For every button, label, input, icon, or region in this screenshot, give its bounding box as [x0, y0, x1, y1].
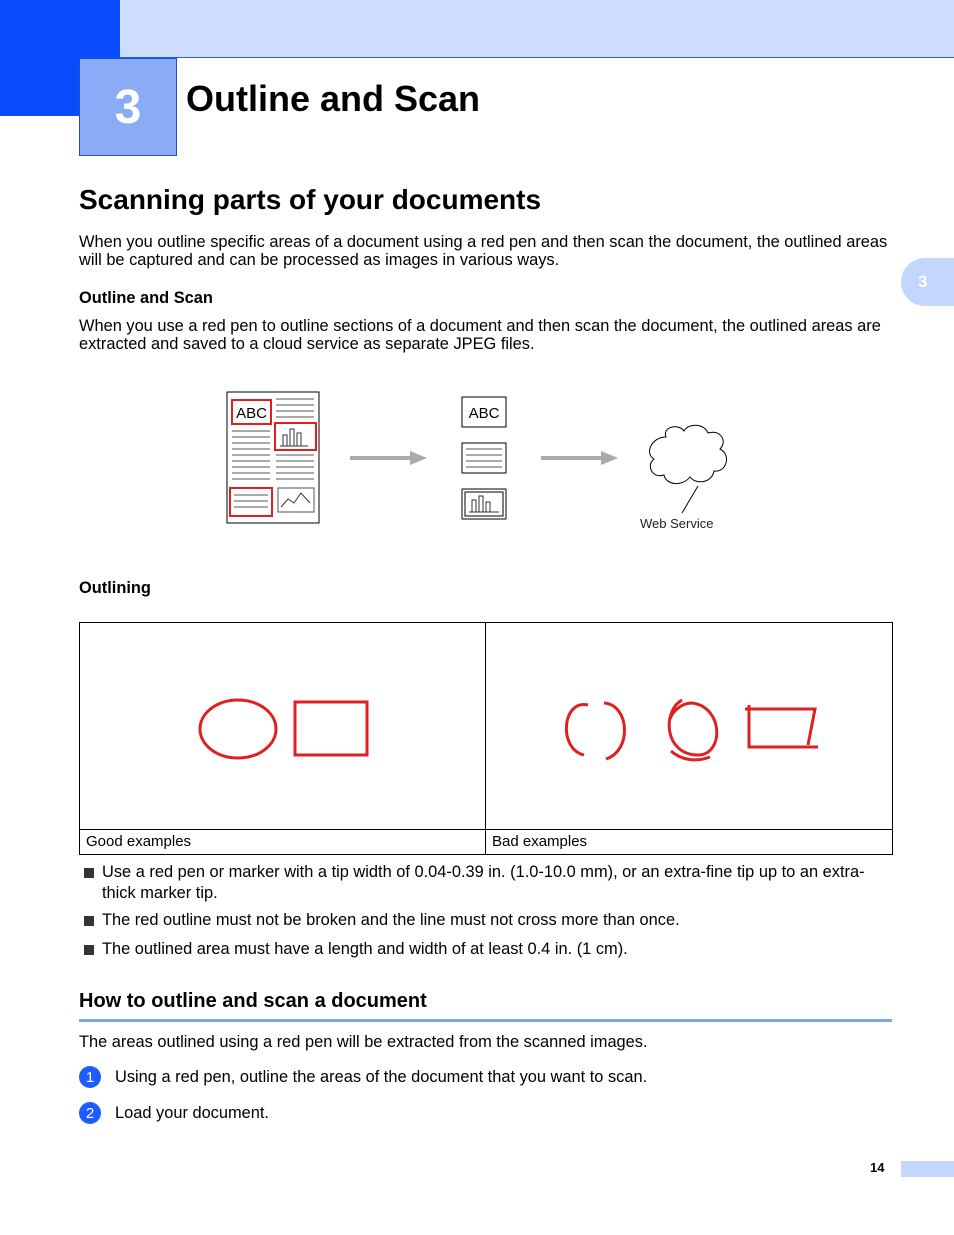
- list-item: [84, 862, 896, 904]
- howto-title: How to outline and scan a document: [79, 990, 427, 1012]
- table-row-rule: [80, 829, 892, 830]
- cloud-icon: [650, 425, 727, 513]
- bad-examples-drawing: [486, 623, 892, 829]
- extracted-abc-label: ABC: [468, 405, 500, 422]
- bullet-square-icon: [84, 868, 94, 878]
- page-number: 14: [870, 1160, 885, 1175]
- bullet-text: The red outline must not be broken and the line must not cross more than once.: [102, 911, 680, 929]
- scanned-document: [227, 392, 319, 523]
- bullet-text: The outlined area must have a length and width of at least 0.4 in. (1 cm).: [102, 940, 628, 958]
- arrow-to-cloud: [541, 451, 618, 465]
- side-tab-label: 3: [918, 272, 928, 291]
- step-item: [79, 1102, 269, 1124]
- chapter-number-box: [79, 58, 177, 156]
- outline-and-scan-text: When you use a red pen to outline sections of a document and then scan the document, the outlined areas are extracted and saved to a cloud service as separate JPEG files.: [79, 317, 881, 353]
- step-item: [79, 1066, 647, 1088]
- howto-rule: [79, 1019, 892, 1022]
- step-number-badge: 2: [79, 1102, 101, 1124]
- section-intro: When you outline specific areas of a document using a red pen and then scan the document, the outlined areas will be captured and can be processed as images in various ways.: [79, 233, 888, 269]
- web-service-label: Web Service: [640, 516, 714, 531]
- good-examples-drawing: [80, 623, 485, 829]
- bullet-square-icon: [84, 945, 94, 955]
- list-item: [84, 939, 896, 960]
- subheading-outlining: Outlining: [79, 579, 151, 597]
- section-title: Scanning parts of your documents: [79, 184, 542, 215]
- chapter-title: Outline and Scan: [186, 78, 481, 119]
- step-number-badge: 1: [79, 1066, 101, 1088]
- list-item: [84, 910, 896, 931]
- extracted-images: [462, 397, 506, 519]
- step-text: Load your document.: [115, 1103, 269, 1122]
- outline-scan-diagram: [220, 385, 740, 535]
- bullet-text: Use a red pen or marker with a tip width of 0.04-0.39 in. (1.0-10.0 mm), or an extra-fine tip up to an extra-thick marker tip.: [102, 863, 865, 902]
- doc-abc-label: ABC: [236, 405, 267, 422]
- bullet-square-icon: [84, 916, 94, 926]
- chapter-number: 3: [114, 80, 142, 134]
- bad-examples-label: Bad examples: [492, 833, 588, 850]
- subheading-outline-and-scan: Outline and Scan: [79, 289, 213, 307]
- chapter-side-tab: [901, 258, 954, 306]
- page-number-tab: [901, 1161, 954, 1177]
- good-examples-label: Good examples: [86, 833, 192, 850]
- outlining-examples-table: [79, 622, 893, 855]
- howto-intro: The areas outlined using a red pen will be extracted from the scanned images.: [79, 1033, 648, 1051]
- header-band: [0, 0, 954, 58]
- step-text: Using a red pen, outline the areas of the document that you want to scan.: [115, 1067, 648, 1086]
- arrow-to-extracted: [350, 451, 427, 465]
